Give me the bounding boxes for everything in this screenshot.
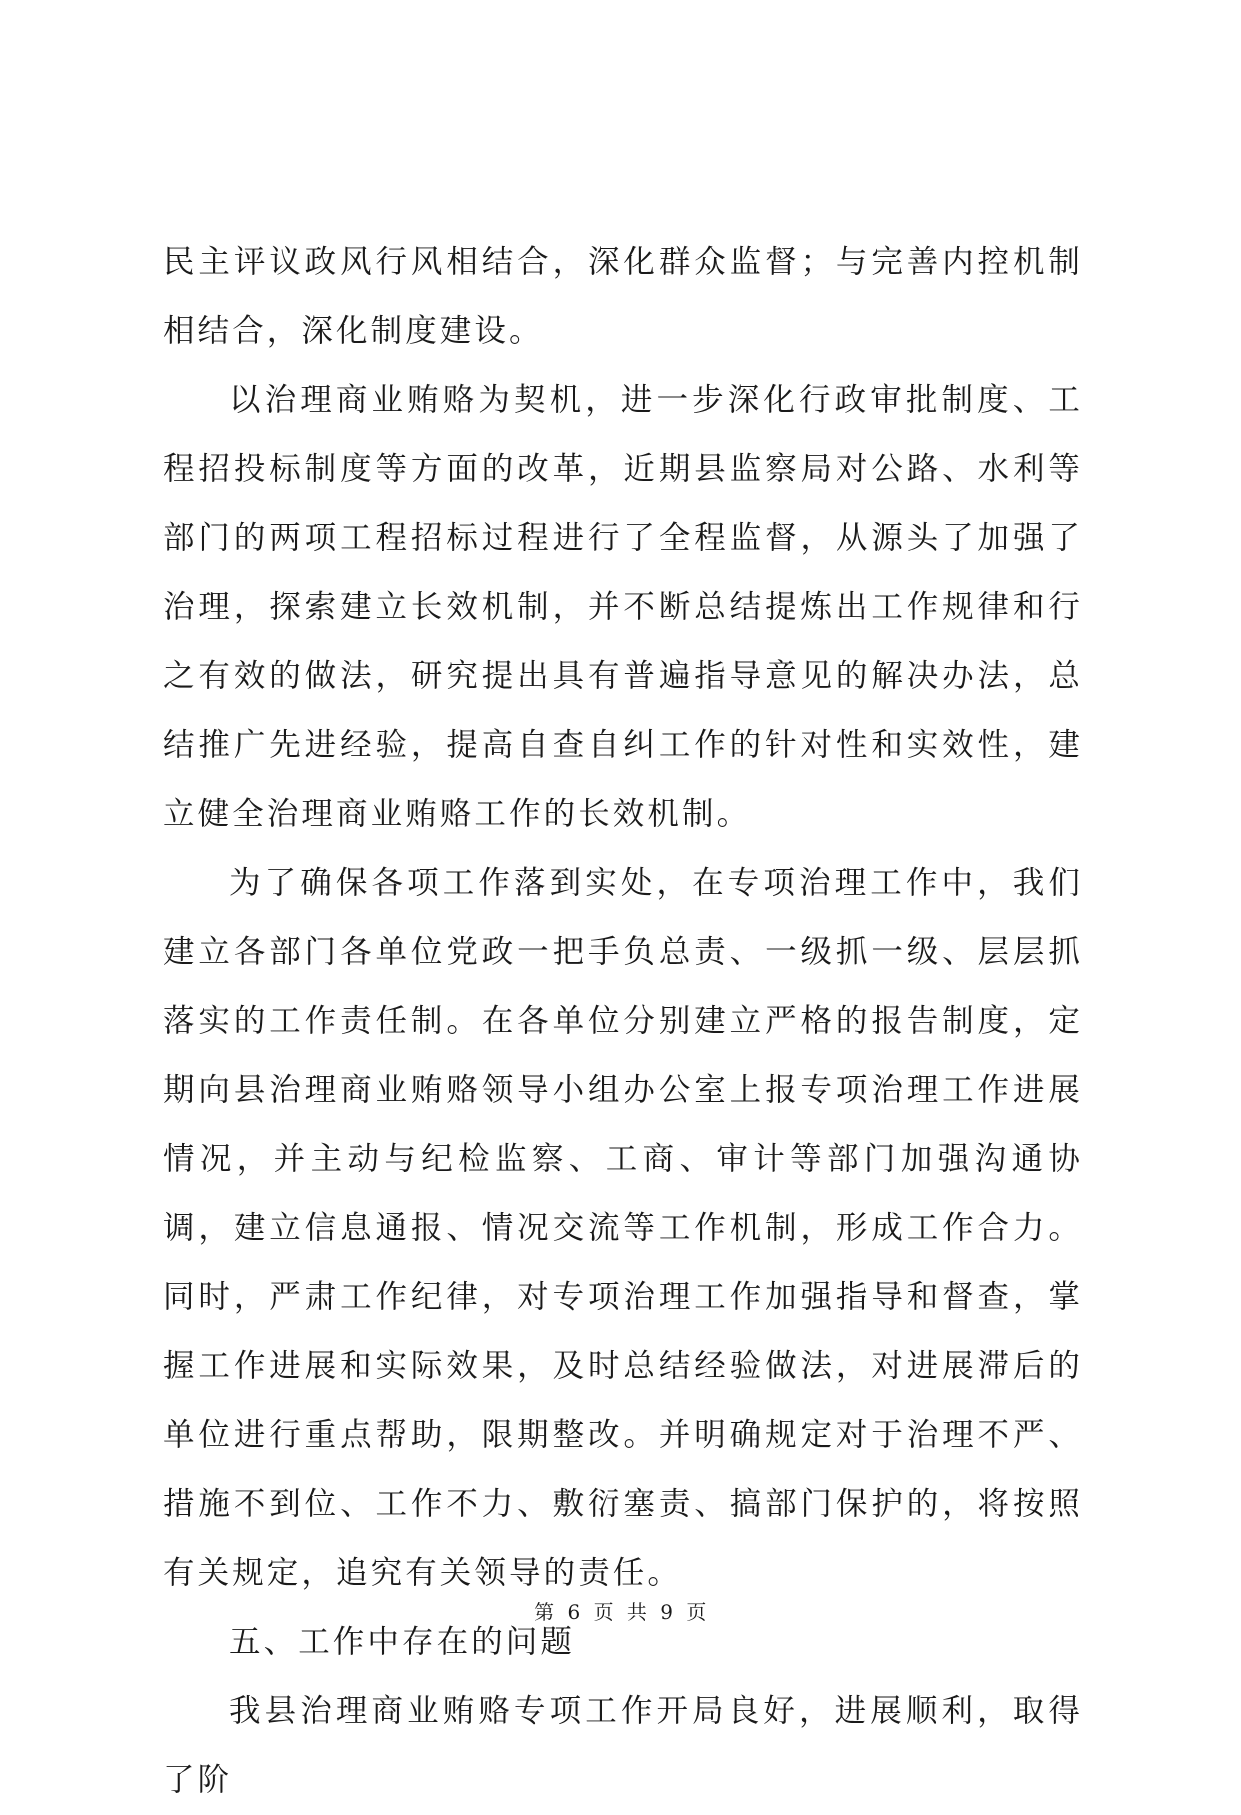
section-heading: 五、工作中存在的问题	[229, 1624, 576, 1660]
document-body	[163, 228, 1083, 1815]
paragraph-1: 民主评议政风行风相结合，深化群众监督；与完善内控机制相结合，深化制度建设。	[163, 244, 1083, 349]
paragraph-3: 为了确保各项工作落到实处，在专项治理工作中，我们建立各部门各单位党政一把手负总责、一级抓一级、层层抓落实的工作责任制。在各单位分别建立严格的报告制度，定期向县治理商业贿赂领导小组办公室上报专项治理工作进展情况，并主动与纪检监察、工商、审计等部门加强沟通协调，建立信息通报、情况交流等工作机制，形成工作合力。同时，严肃工作纪律，对专项治理工作加强指导和督查，掌握工作进展和实际效果，及时总结经验做法，对进展滞后的单位进行重点帮助，限期整改。并明确规定对于治理不严、措施不到位、工作不力、敷衍塞责、搞部门保护的，将按照有关规定，追究有关领导的责任。	[163, 865, 1083, 1591]
paragraph-2: 以治理商业贿赂为契机，进一步深化行政审批制度、工程招投标制度等方面的改革，近期县监察局对公路、水利等部门的两项工程招标过程进行了全程监督，从源头了加强了治理，探索建立长效机制，并不断总结提炼出工作规律和行之有效的做法，研究提出具有普遍指导意见的解决办法，总结推广先进经验，提高自查自纠工作的针对性和实效性，建立健全治理商业贿赂工作的长效机制。	[163, 382, 1083, 832]
page-footer: 第 6 页 共 9 页	[534, 1600, 707, 1624]
paragraph-4: 我县治理商业贿赂专项工作开局良好，进展顺利，取得了阶	[163, 1693, 1083, 1798]
